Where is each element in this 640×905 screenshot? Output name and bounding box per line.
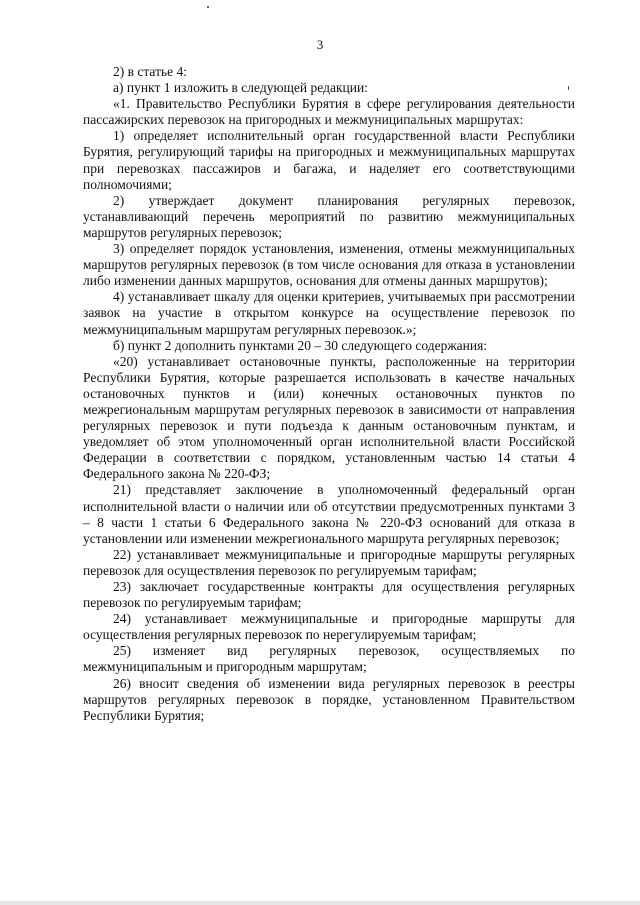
paragraph: 24) устанавливает межмуниципальные и пригородные маршруты для осуществления регулярных перевозок по нерегулируемым тарифам;	[83, 611, 575, 643]
paragraph: 1) определяет исполнительный орган государственной власти Республики Бурятия, регулирующий тарифы на пригородных и межмуниципальных маршрутах при перевозках пассажиров и багажа, и наделяет его соответствующими полномочиями;	[83, 128, 575, 192]
paragraph: 4) устанавливает шкалу для оценки критериев, учитываемых при рассмотрении заявок на участие в открытом конкурсе на осуществление перевозок по межмуниципальным маршрутам регулярных перевозок.»;	[83, 289, 575, 337]
paragraph: 2) в статье 4:	[113, 64, 187, 79]
paragraph: 2) утверждает документ планирования регулярных перевозок, устанавливающий перечень мероприятий по развитию межмуниципальных маршрутов регулярных перевозок;	[83, 192, 575, 240]
paragraph: а) пункт 1 изложить в следующей редакции:	[113, 80, 368, 96]
page-bottom-edge	[0, 901, 640, 905]
paragraph: 26) вносит сведения об изменении вида регулярных перевозок в реестры маршрутов регулярных перевозок в порядке, установленном Правительством Республики Бурятия;	[83, 675, 575, 723]
document-body	[83, 64, 575, 724]
paragraph: б) пункт 2 дополнить пунктами 20 – 30 следующего содержания:	[113, 337, 488, 353]
paragraph: 21) представляет заключение в уполномоченный федеральный орган исполнительной власти о наличии или об отсутствии предусмотренных пунктами 3 – 8 части 1 статьи 6 Федерального закона № 220-ФЗ оснований для отказа в установлении или изменении межрегионального маршрута регулярных перевозок;	[83, 482, 575, 546]
paragraph: 3) определяет порядок установления, изменения, отмены межмуниципальных маршрутов регулярных перевозок (в том числе основания для отказа в установлении либо изменении данных маршрутов, основания для отмены данных маршрутов);	[83, 241, 575, 289]
paragraph: 22) устанавливает межмуниципальные и пригородные маршруты регулярных перевозок для осуществления перевозок по регулируемым тарифам;	[83, 546, 575, 578]
scan-speck	[207, 6, 209, 8]
paragraph: 23) заключает государственные контракты для осуществления регулярных перевозок по регулируемым тарифам;	[83, 579, 575, 611]
paragraph: «1. Правительство Республики Бурятия в сфере регулирования деятельности пассажирских перевозок на пригородных и межмуниципальных маршрутах:	[83, 96, 575, 128]
paragraph: «20) устанавливает остановочные пункты, расположенные на территории Республики Бурятия, которые разрешается использовать в качестве начальных остановочных пунктов и (или) конечных остановочных пунктов по межрегиональным маршрутам регулярных перевозок в зависимости от направления регулярных перевозок и пути подъезда к данным остановочным пунктам, и уведомляет об этом уполномоченный орган исполнительной власти Российской Федерации в соответствии с порядком, установленным частью 14 статьи 4 Федерального закона № 220-ФЗ;	[83, 353, 575, 482]
paragraph: 25) изменяет вид регулярных перевозок, осуществляемых по межмуниципальным и пригородным маршрутам;	[83, 643, 575, 675]
page-number: 3	[316, 37, 324, 52]
